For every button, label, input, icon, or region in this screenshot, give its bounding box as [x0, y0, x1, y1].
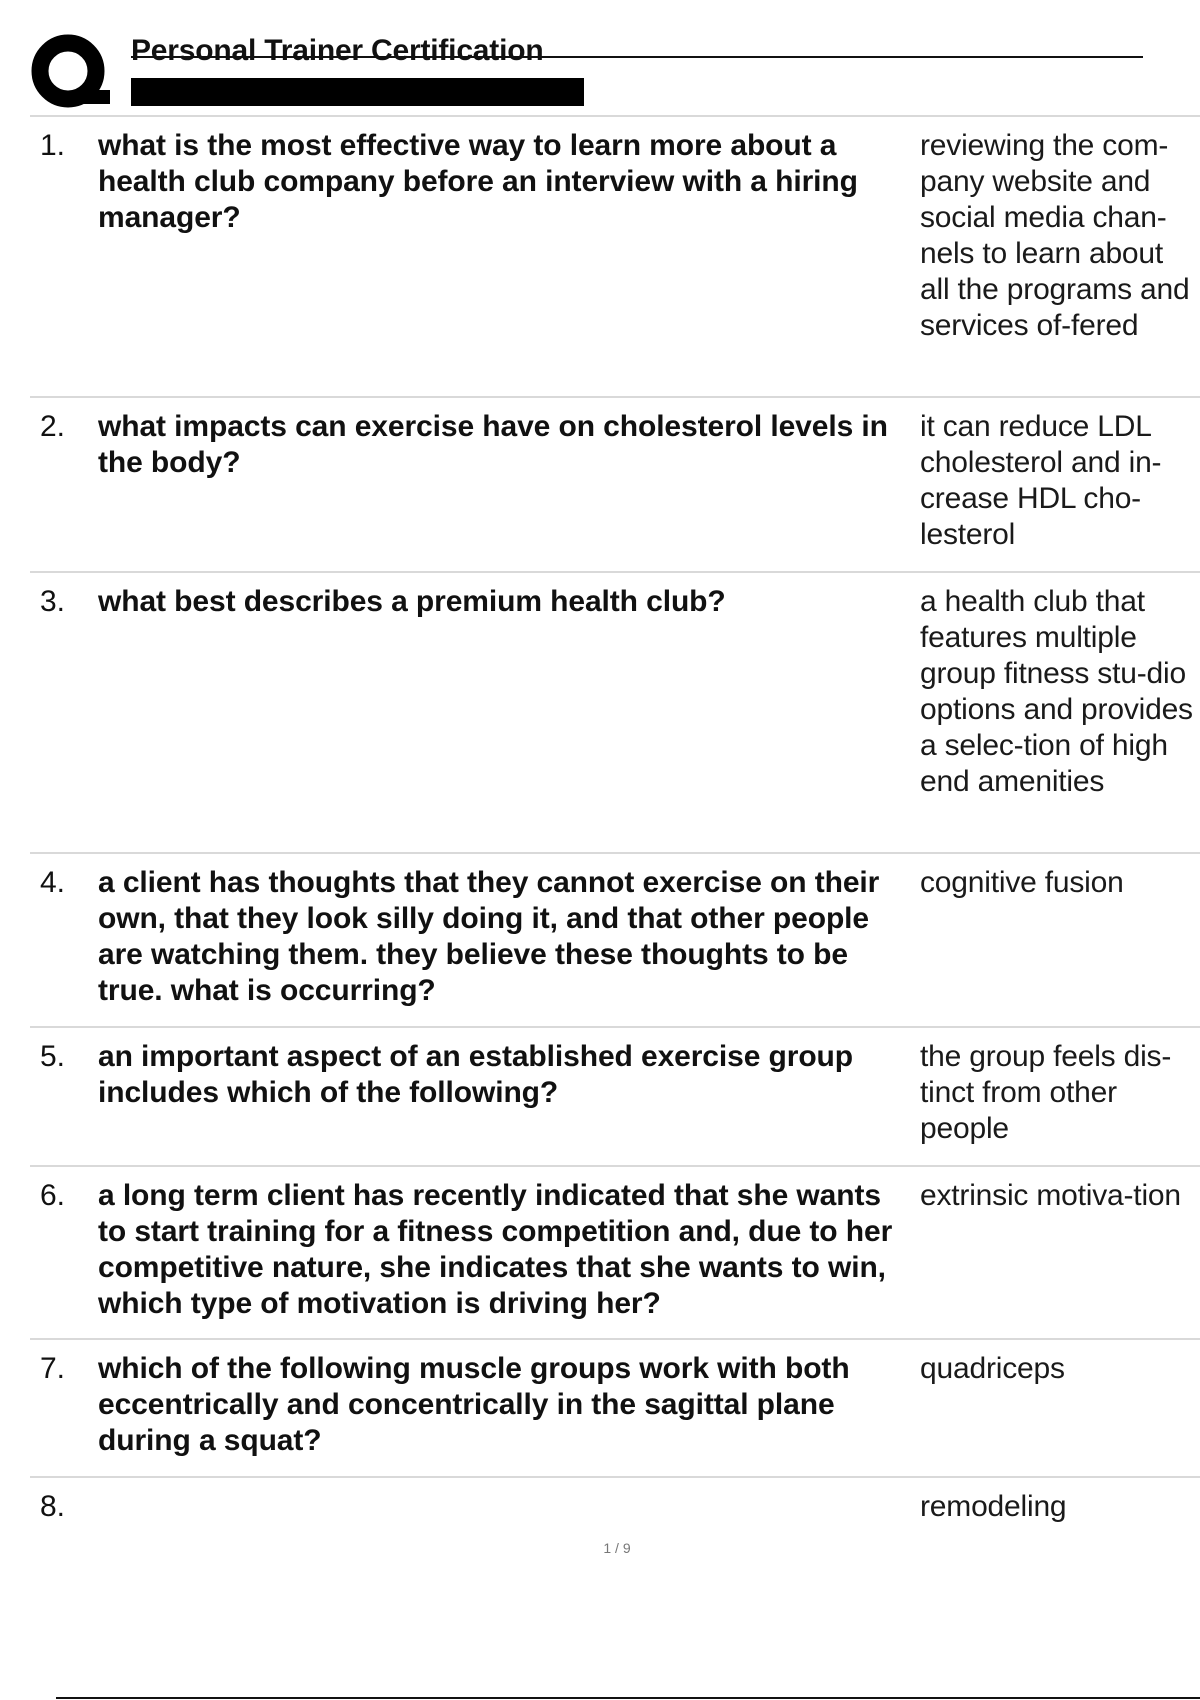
question-text: which of the following muscle groups work with both eccentrically and concentrically in the sagittal plane during a squat?: [98, 1352, 850, 1457]
question-number: 3.: [40, 585, 66, 618]
answer-text: it can reduce LDL cholesterol and in-crease HDL cho-lesterol: [920, 410, 1162, 551]
question-text: a client has thoughts that they cannot exercise on their own, that they look silly doing it, and that other people are watching them. they believe these thoughts to be true. what is occurring?: [98, 866, 880, 1007]
q-logo-icon: [30, 32, 112, 112]
document-header: [0, 0, 1200, 118]
qa-row-6: [30, 1165, 1200, 1338]
answer-text: cognitive fusion: [920, 866, 1124, 899]
page-number: 1 / 9: [603, 1540, 631, 1556]
qa-row-1: [30, 115, 1200, 396]
question-number: 1.: [40, 129, 66, 162]
question-answer-list: [30, 115, 1200, 1546]
qa-row-4: [30, 852, 1200, 1026]
redacted-text-bar: [131, 78, 584, 106]
question-text: an important aspect of an established exercise group includes which of the following?: [98, 1040, 854, 1109]
question-number: 2.: [40, 410, 66, 443]
answer-text: a health club that features multiple group fitness stu-dio options and provides a selec-tion of high end amenities: [920, 585, 1193, 798]
answer-text: the group feels dis-tinct from other people: [920, 1040, 1172, 1145]
qa-row-7: [30, 1338, 1200, 1476]
answer-text: extrinsic motiva-tion: [920, 1179, 1181, 1212]
qa-row-2: [30, 396, 1200, 571]
question-number: 7.: [40, 1352, 66, 1385]
question-number: 8.: [40, 1490, 66, 1523]
question-text: a long term client has recently indicated that she wants to start training for a fitness competition and, due to her competitive nature, she indicates that she wants to win, which type of motivation is driving her?: [98, 1179, 893, 1320]
question-text: what best describes a premium health club?: [98, 585, 726, 618]
question-number: 5.: [40, 1040, 66, 1073]
qa-row-3: [30, 571, 1200, 852]
answer-text: reviewing the com-pany website and social media chan-nels to learn about all the programs and services of-fered: [920, 129, 1190, 342]
question-text: what impacts can exercise have on cholesterol levels in the body?: [98, 410, 888, 479]
question-number: 6.: [40, 1179, 66, 1212]
footer-rule: [56, 1697, 1200, 1699]
qa-row-8: [30, 1476, 1200, 1546]
question-number: 4.: [40, 866, 66, 899]
document-title: Personal Trainer Certification: [131, 34, 544, 67]
qa-row-5: [30, 1026, 1200, 1165]
answer-text: remodeling: [920, 1490, 1067, 1523]
question-text: what is the most effective way to learn more about a health club company before an interview with a hiring manager?: [98, 129, 858, 234]
question-text: [98, 1489, 920, 1546]
answer-text: quadriceps: [920, 1352, 1065, 1385]
